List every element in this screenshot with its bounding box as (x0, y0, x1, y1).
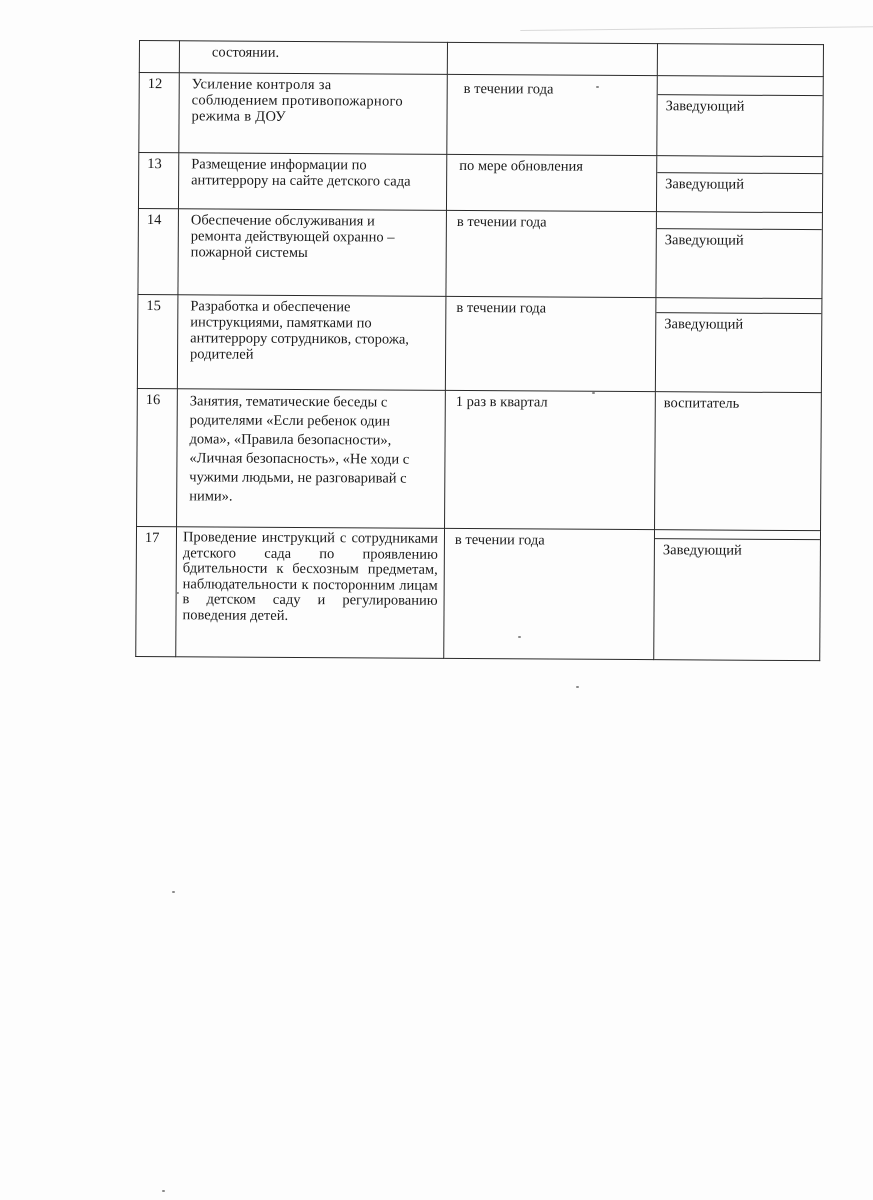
responsible-text: Заведующий (664, 232, 744, 249)
term-text: в течении года (454, 531, 545, 549)
scan-speck (162, 1190, 165, 1192)
cell-term (445, 390, 656, 529)
cell-number (139, 73, 179, 153)
action-text: Усиление контроля за соблюдением противопожарного режима в ДОУ (191, 76, 404, 125)
row-number: 16 (145, 392, 161, 409)
scan-speck (592, 392, 595, 394)
cell-number (136, 526, 177, 656)
term-text: по мере обновления (459, 157, 584, 175)
action-text: Обеспечение обслуживания и ремонта действующей охранно – пожарной системы (190, 212, 395, 262)
scan-speck (518, 636, 521, 638)
cell-action (178, 209, 447, 297)
term-text: в течении года (456, 299, 547, 317)
cell-number (139, 41, 179, 73)
cell-term (447, 42, 657, 75)
action-text: состоянии. (211, 44, 280, 61)
cell-responsible (656, 212, 823, 299)
cell-action (177, 295, 446, 391)
table-row (138, 153, 822, 213)
cell-responsible (655, 298, 822, 393)
cell-responsible (657, 44, 823, 77)
cell-action (179, 73, 447, 155)
row-number: 12 (147, 76, 163, 93)
table-row (137, 388, 822, 530)
responsible-text: Заведующий (662, 542, 742, 559)
term-text: в течении года (463, 80, 554, 98)
cell-term (445, 296, 656, 391)
plan-table-wrapper (135, 40, 824, 661)
action-text: Размещение информации по антитеррору на сайте детского сада (191, 156, 411, 190)
scan-speck (172, 891, 175, 893)
cell-responsible (654, 530, 821, 661)
cell-number (137, 388, 178, 526)
cell-responsible (657, 76, 823, 157)
action-text: Разработка и обеспечение инструкциями, памятками по антитеррору сотрудников, сторожа, родителей (190, 298, 409, 363)
table-row (138, 208, 823, 298)
table-row-continuation (139, 41, 823, 77)
responsible-text: воспитатель (663, 395, 740, 412)
scan-speck (176, 592, 179, 594)
row-number: 15 (146, 298, 161, 315)
cell-term (446, 154, 656, 211)
cell-term (446, 210, 657, 297)
table-row (136, 526, 821, 660)
table-row (137, 294, 822, 392)
cell-term (444, 528, 655, 659)
cell-action (177, 389, 446, 529)
table-row (139, 73, 823, 157)
cell-number (138, 208, 179, 294)
row-number: 13 (147, 156, 162, 173)
term-text: в течении года (456, 213, 547, 231)
row-number: 17 (144, 530, 160, 547)
responsible-text: Заведующий (664, 316, 744, 333)
action-text: Проведение инструкций с сотрудниками детского сада по проявлению бдительности к бесхозным предметам, наблюдательности к посторонним лицам в детском саду и регулированию поведения детей. (182, 529, 439, 624)
row-number: 14 (146, 212, 162, 229)
cell-action (178, 153, 446, 211)
cell-action (179, 41, 447, 75)
responsible-text: Заведующий (665, 176, 745, 193)
cell-action (176, 527, 445, 659)
scan-speck (596, 86, 599, 88)
cell-number (138, 153, 178, 209)
responsible-text: Заведующий (665, 98, 745, 115)
cell-term (447, 74, 657, 155)
measures-table (135, 40, 824, 661)
cell-responsible (656, 156, 822, 213)
term-text: 1 раз в квартал (455, 393, 548, 411)
scan-speck (576, 686, 579, 688)
action-text: Занятия, тематические беседы с родителями «Если ребенок один дома», «Правила безопасности», «Личная безопасность», «Не ходи с чужими людьми, не разговаривай с ними». (189, 393, 410, 505)
cell-number (137, 294, 178, 388)
scan-edge-line (520, 0, 873, 31)
cell-responsible (655, 392, 822, 531)
